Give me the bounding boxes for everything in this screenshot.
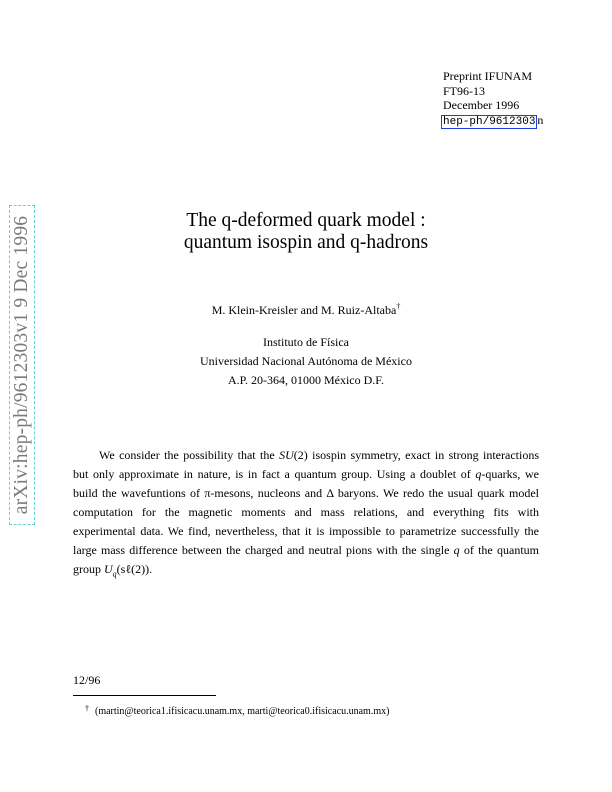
abstract-text-2: -quarks, we build the wavefuntions of π-mesons, nucleons and Δ baryons. We redo the usual quark model computation for the magnetic moments and mass relations, and everything fits with experimental data. We find, nevertheless, that it is impossible to parametrize successfully the large mass difference between the charged and neutral pions with the single — [73, 467, 539, 557]
abstract-q-1: q — [475, 467, 482, 481]
abstract-text-3: of the quantum group — [73, 543, 539, 576]
paper-title — [0, 210, 612, 254]
abstract-u-sub: q — [112, 569, 117, 579]
abstract-text-4: (sℓ(2)). — [116, 562, 153, 576]
preprint-institute: Preprint IFUNAM — [443, 69, 532, 83]
footnote-mark: † — [85, 704, 89, 713]
footnote — [85, 703, 389, 718]
title-line-1: The q-deformed quark model : — [186, 210, 426, 231]
arxiv-identifier: arXiv:hep-ph/9612303v1 9 Dec 1996 — [11, 215, 32, 515]
abstract-text-1b: (2) isospin symmetry, exact in strong interactions but only approximate in nature, is in fact a quantum group. Using a doublet of — [73, 448, 539, 481]
affiliation-line-3: A.P. 20-364, 01000 México D.F. — [227, 373, 385, 387]
author-footnote-mark: † — [396, 302, 401, 311]
arxiv-link-suffix: n — [537, 112, 544, 127]
preprint-block — [443, 69, 543, 129]
footnote-emails: (martin@teorica1.ifisicacu.unam.mx, marti@teorica0.ifisicacu.unam.mx) — [95, 706, 390, 717]
abstract-text-1: We consider the possibility that the — [99, 448, 280, 462]
title-line-2: quantum isospin and q-hadrons — [183, 232, 429, 253]
preprint-number: FT96-13 — [443, 83, 485, 98]
footnote-rule — [73, 695, 216, 696]
abstract-su: SU — [279, 448, 294, 462]
affiliation-line-2: Universidad Nacional Autónoma de México — [200, 354, 412, 368]
affiliation-line-1: Instituto de Física — [263, 335, 349, 349]
abstract-u: U — [104, 562, 113, 576]
authors — [0, 303, 612, 317]
date-code: 12/96 — [73, 673, 101, 687]
abstract-q-2: q — [453, 543, 460, 557]
arxiv-link[interactable]: hep-ph/9612303 — [443, 115, 536, 128]
abstract — [73, 446, 539, 583]
preprint-date: December 1996 — [443, 98, 520, 112]
preprint-arxiv-line — [443, 113, 543, 130]
author-names: M. Klein-Kreisler and M. Ruiz-Altaba — [211, 303, 397, 317]
